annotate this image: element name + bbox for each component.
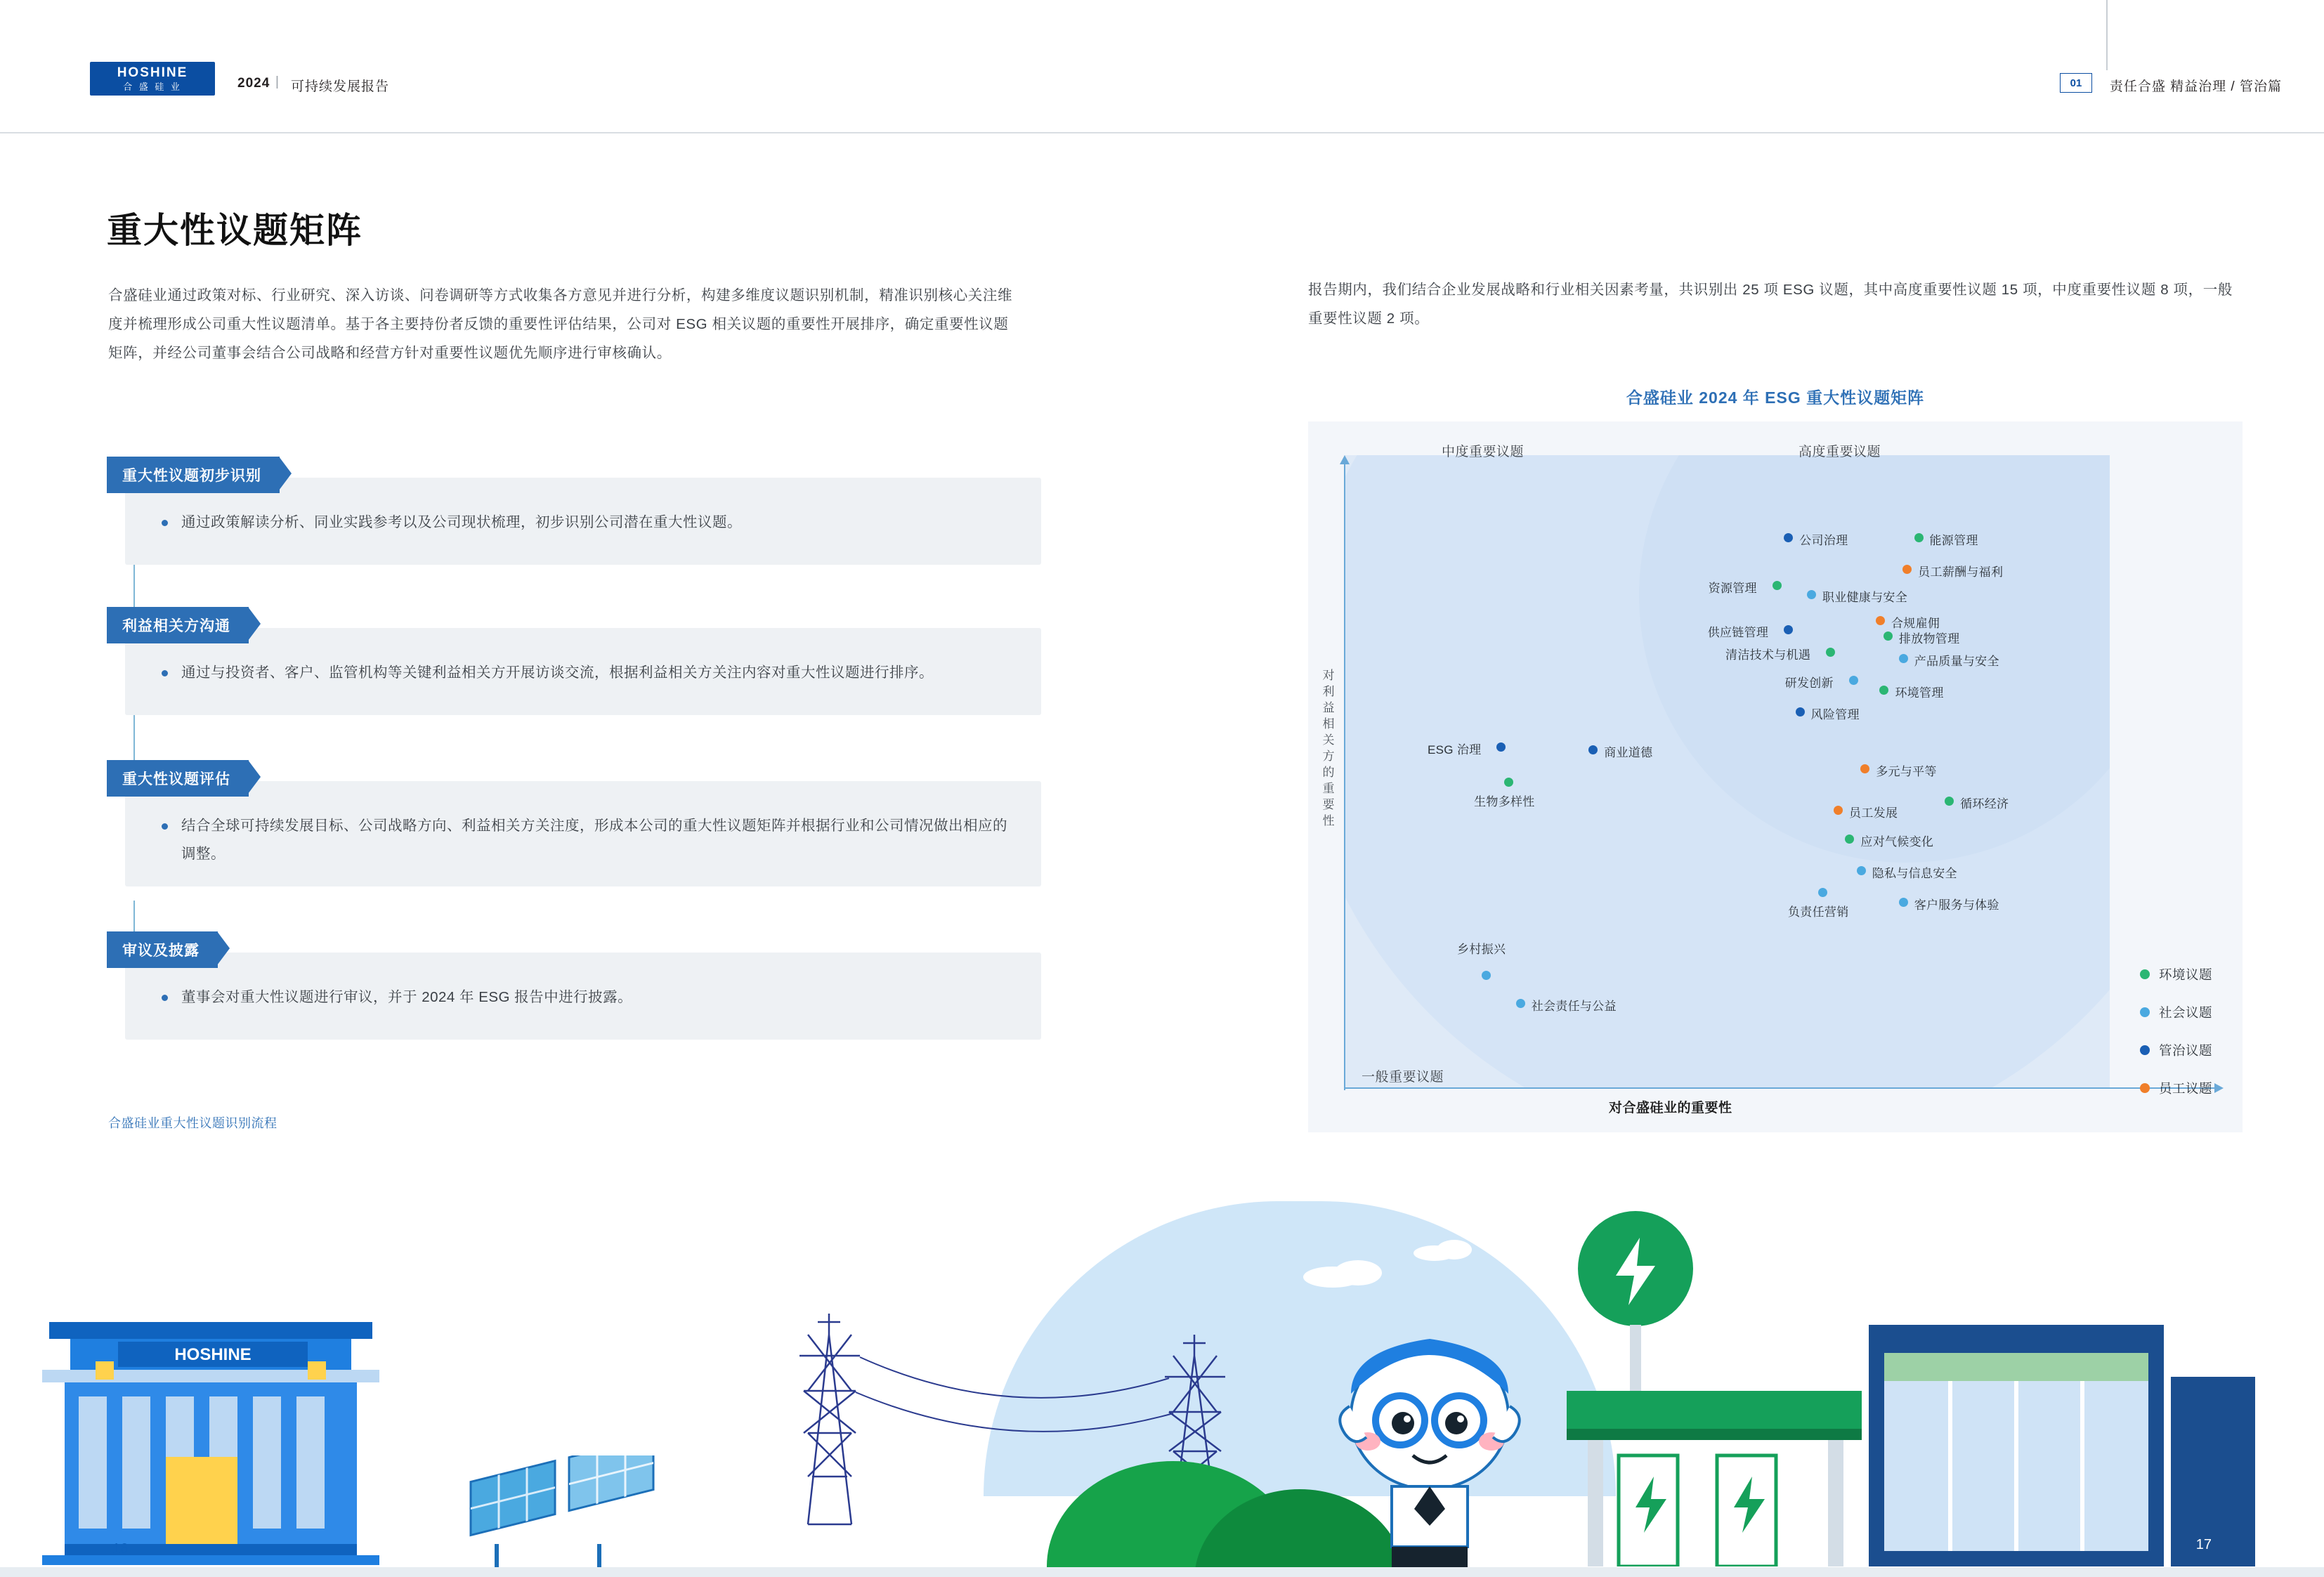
- legend-color-dot: [2140, 1007, 2150, 1017]
- header-vertical-rule: [2106, 0, 2108, 70]
- flow-step-tag: 审议及披露: [107, 931, 218, 968]
- matrix-point-label: 生物多样性: [1474, 794, 1535, 809]
- legend-item: [2140, 1003, 2212, 1021]
- cloud-icon: [1414, 1238, 1477, 1262]
- header-year: 2024: [237, 76, 270, 91]
- matrix-point-label: 负责任营销: [1788, 905, 1849, 920]
- legend-color-dot: [2140, 969, 2150, 979]
- logo-cn: 合 盛 硅 业: [123, 81, 182, 92]
- matrix-point-dot: [1876, 616, 1885, 625]
- matrix-point-dot: [1849, 676, 1858, 685]
- matrix-point-label: 合规雇佣: [1891, 616, 1940, 630]
- ground-line: [0, 1567, 2324, 1577]
- matrix-point-label: 隐私与信息安全: [1872, 866, 1957, 880]
- matrix-point-label: ESG 治理: [1428, 742, 1482, 757]
- flow-step-panel: [125, 781, 1041, 886]
- flow-step-body: 结合全球可持续发展目标、公司战略方向、利益相关方关注度，形成本公司的重大性议题矩阵并根据行业和公司情况做出相应的调整。: [157, 812, 1013, 868]
- matrix-point-dot: [1796, 707, 1805, 716]
- matrix-point-dot: [1899, 898, 1908, 907]
- flow-step-body: 通过政策解读分析、同业实践参考以及公司现状梳理，初步识别公司潜在重大性议题。: [157, 509, 1013, 537]
- materiality-matrix-plot: [1344, 455, 2110, 1089]
- x-axis: [1344, 1087, 2215, 1089]
- quadrant-label-high: 高度重要议题: [1799, 445, 1881, 459]
- legend-item: [2140, 1041, 2212, 1059]
- hoshine-building: [28, 1273, 393, 1568]
- header-doc-title: 可持续发展报告: [291, 79, 390, 94]
- right-intro-paragraph: 报告期内，我们结合企业发展战略和行业相关因素考量，共识别出 25 项 ESG 议题，其中高度重要性议题 15 项，中度重要性议题 8 项，一般重要性议题 2 项。: [1308, 282, 2233, 327]
- flow-step-tag: 重大性议题评估: [107, 760, 249, 797]
- matrix-point-label: 员工发展: [1849, 806, 1898, 820]
- flow-step-tag: 利益相关方沟通: [107, 607, 249, 643]
- legend-label: 环境议题: [2159, 967, 2213, 982]
- matrix-point-dot: [1516, 999, 1525, 1008]
- flow-step: [107, 457, 1041, 565]
- flow-step-panel: [125, 628, 1041, 715]
- charging-station: [1567, 1201, 2304, 1566]
- x-axis-label: 对合盛硅业的重要性: [1609, 1101, 1732, 1115]
- matrix-point-label: 排放物管理: [1898, 632, 1960, 646]
- matrix-point-label: 风险管理: [1810, 708, 1860, 722]
- process-flow: [107, 457, 1041, 1080]
- matrix-point-label: 供应链管理: [1707, 626, 1769, 640]
- legend-item: [2140, 965, 2212, 983]
- page-number-left: 16: [112, 1541, 129, 1557]
- matrix-point-label: 资源管理: [1708, 581, 1757, 595]
- flow-step: [107, 607, 1041, 715]
- matrix-point-label: 应对气候变化: [1860, 835, 1934, 849]
- header-separator: |: [275, 74, 279, 89]
- flow-step-body: 通过与投资者、客户、监管机构等关键利益相关方开展访谈交流，根据利益相关方关注内容对重大性议题进行排序。: [157, 659, 1013, 687]
- legend-color-dot: [2140, 1045, 2150, 1055]
- matrix-point-dot: [1773, 581, 1782, 590]
- page-title: 重大性议题矩阵: [107, 211, 363, 250]
- matrix-point-dot: [1945, 797, 1954, 806]
- matrix-point-label: 客户服务与体验: [1914, 898, 1999, 912]
- matrix-point-dot: [1914, 533, 1924, 542]
- legend-label: 社会议题: [2159, 1005, 2213, 1020]
- matrix-point-label: 能源管理: [1929, 534, 1978, 548]
- matrix-point-label: 清洁技术与机遇: [1725, 648, 1811, 662]
- matrix-point-label: 公司治理: [1799, 534, 1848, 548]
- matrix-point-dot: [1857, 866, 1866, 875]
- legend-item: [2140, 1079, 2212, 1097]
- matrix-point-dot: [1482, 971, 1491, 980]
- matrix-point-dot: [1899, 654, 1908, 663]
- y-axis-label: 对利益相关方的重要性: [1322, 669, 1335, 827]
- matrix-point-label: 员工薪酬与福利: [1918, 565, 2004, 580]
- matrix-point-label: 多元与平等: [1876, 765, 1937, 779]
- flow-step: [107, 760, 1041, 886]
- mascot-character: [1324, 1318, 1535, 1577]
- flow-caption: 合盛硅业重大性议题识别流程: [108, 1116, 278, 1130]
- svg-text:HOSHINE: HOSHINE: [174, 1345, 252, 1364]
- matrix-point-label: 社会责任与公益: [1531, 1000, 1617, 1014]
- solar-panel-icon: [464, 1455, 660, 1568]
- flow-step: [107, 931, 1041, 1040]
- flow-step-body: 董事会对重大性议题进行审议，并于 2024 年 ESG 报告中进行披露。: [157, 983, 1013, 1012]
- matrix-point-label: 乡村振兴: [1457, 942, 1506, 956]
- flow-step-tag: 重大性议题初步识别: [107, 457, 280, 493]
- legend-color-dot: [2140, 1083, 2150, 1093]
- matrix-point-label: 产品质量与安全: [1914, 654, 1999, 668]
- matrix-point-label: 循环经济: [1960, 797, 2009, 811]
- page-header: [0, 0, 2324, 133]
- header-divider: [0, 132, 2324, 133]
- header-section-title: 责任合盛 精益治理 / 管治篇: [2109, 79, 2282, 94]
- matrix-point-label: 商业道德: [1604, 746, 1653, 760]
- legend-label: 管治议题: [2159, 1043, 2213, 1058]
- matrix-point-label: 环境管理: [1895, 686, 1944, 700]
- chart-legend: [2140, 965, 2212, 1117]
- chart-title: 合盛硅业 2024 年 ESG 重大性议题矩阵: [1626, 388, 1925, 407]
- matrix-point-label: 研发创新: [1784, 676, 1834, 691]
- y-axis: [1344, 464, 1345, 1090]
- matrix-point-dot: [1504, 778, 1513, 787]
- matrix-point-dot: [1884, 632, 1893, 641]
- quadrant-label-general: 一般重要议题: [1362, 1070, 1444, 1085]
- intro-paragraph: 合盛硅业通过政策对标、行业研究、深入访谈、问卷调研等方式收集各方意见并进行分析，构建多维度议题识别机制，精准识别核心关注维度并梳理形成公司重大性议题清单。基于各主要持份者反馈的重要性评估结果，公司对 ESG 相关议题的重要性开展排序，确定重要性议题矩阵，并经公司董事会结合公司战略和经营方针对重要性议题优先顺序进行审核确认。: [108, 287, 1013, 361]
- quadrant-label-medium: 中度重要议题: [1442, 445, 1525, 459]
- page-number-right: 17: [2195, 1537, 2212, 1552]
- logo-en: HOSHINE: [117, 65, 188, 80]
- company-logo: [90, 62, 215, 96]
- legend-label: 员工议题: [2159, 1081, 2213, 1096]
- flow-step-panel: [125, 953, 1041, 1040]
- matrix-point-dot: [1826, 648, 1835, 657]
- illustration-band: [0, 1180, 2324, 1577]
- matrix-point-label: 职业健康与安全: [1822, 591, 1907, 605]
- header-section-number: 01: [2060, 73, 2092, 93]
- cloud-icon: [1303, 1256, 1395, 1288]
